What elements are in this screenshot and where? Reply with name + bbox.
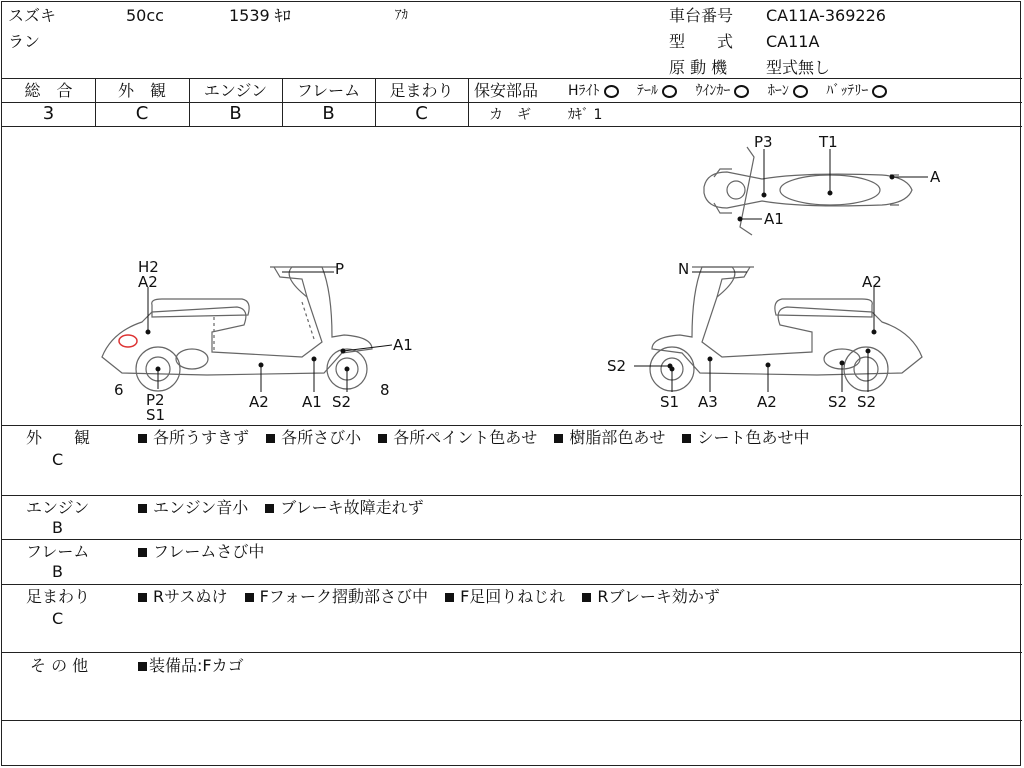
label-a2-right-lower: A2 <box>757 393 777 411</box>
label-a2-right: A2 <box>862 273 882 291</box>
label-s1-right: S1 <box>660 393 680 411</box>
label-h2: H2 <box>138 258 159 276</box>
detail-notes-suspension: Rサスぬけ Fフォーク摺動部さび中 F足回りねじれ Rブレーキ効かず <box>138 587 732 607</box>
overall-label: 総 合 <box>24 81 73 100</box>
suspension-grade: C <box>415 103 428 124</box>
detail-label-exterior: 外 観 <box>26 428 91 447</box>
label-p2: P2 <box>146 391 165 409</box>
label-s1: S1 <box>146 406 166 424</box>
label-s2-right: S2 <box>607 357 627 375</box>
detail-notes-engine: エンジン音小 ブレーキ故障走れず <box>138 498 436 518</box>
detail-notes-other: 装備品:Fカゴ <box>138 656 256 676</box>
label-t1: T1 <box>819 133 838 151</box>
frame-grade-label: フレーム <box>296 81 361 100</box>
divider <box>2 495 1022 496</box>
exterior-label: 外 観 <box>117 81 166 100</box>
displacement: 50cc <box>126 6 164 25</box>
safety-items <box>568 81 901 101</box>
suspension-grade-label: 足まわり <box>389 81 454 100</box>
left-seat <box>152 299 249 317</box>
label-p: P <box>335 260 345 278</box>
divider <box>2 584 1022 585</box>
label-p3: P3 <box>754 133 773 151</box>
ok-circle-icon <box>793 85 808 98</box>
label-a1-top: A1 <box>764 210 784 228</box>
label-a-top: A <box>930 168 941 186</box>
label-8: 8 <box>380 381 390 399</box>
type-value: CA11A <box>766 32 820 51</box>
engine-grade: B <box>229 103 242 124</box>
model-name: ラン <box>8 32 41 51</box>
ok-circle-icon <box>604 85 619 98</box>
engine-grade-label: エンジン <box>203 81 268 100</box>
damage-mark <box>119 335 137 347</box>
label-a3: A3 <box>698 393 718 411</box>
divider <box>2 652 1022 653</box>
top-scooter-body <box>704 172 912 208</box>
detail-grade-engine: B <box>52 518 63 537</box>
exterior-grade: C <box>135 103 149 124</box>
engine-type: 型式無し <box>766 58 831 77</box>
divider <box>2 78 1022 79</box>
label-a1-lower: A1 <box>302 393 322 411</box>
ok-circle-icon <box>872 85 887 98</box>
divider <box>468 102 1022 103</box>
detail-label-suspension: 足まわり <box>26 587 91 606</box>
detail-label-other: そ の 他 <box>30 656 89 675</box>
safety-label: 保安部品 <box>474 81 539 100</box>
ok-circle-icon <box>662 85 677 98</box>
label-a1: A1 <box>393 336 413 354</box>
right-seat <box>775 299 872 317</box>
ok-circle-icon <box>734 85 749 98</box>
safety-item-battery: ﾊﾞｯﾃﾘｰ <box>826 83 869 99</box>
frame-no-label: 車台番号 <box>669 6 734 25</box>
label-n: N <box>678 260 690 278</box>
inspection-sheet <box>1 1 1021 766</box>
detail-grade-exterior: C <box>52 450 64 469</box>
label-s2: S2 <box>332 393 352 411</box>
maker: スズキ <box>8 6 57 25</box>
detail-label-engine: エンジン <box>26 498 90 517</box>
key-value: ｶｷﾞ 1 <box>568 107 603 123</box>
engine-label: 原 動 機 <box>669 58 728 77</box>
label-6: 6 <box>114 381 124 399</box>
label-a2-lower: A2 <box>249 393 269 411</box>
frame-grade: B <box>322 103 335 124</box>
key-label: カ ギ <box>489 107 531 123</box>
label-a2: A2 <box>138 273 158 291</box>
safety-item-tail: ﾃｰﾙ <box>636 83 658 99</box>
frame-no: CA11A-369226 <box>766 6 886 25</box>
safety-item-headlight: Hﾗｲﾄ <box>568 83 600 99</box>
detail-notes-frame: フレームさび中 <box>138 542 276 562</box>
divider <box>2 539 1022 540</box>
overall-grade: 3 <box>42 103 55 124</box>
detail-grade-frame: B <box>52 562 63 581</box>
label-s2-right-b: S2 <box>857 393 877 411</box>
detail-notes-exterior: 各所うすきず 各所さび小 各所ペイント色あせ 樹脂部色あせ シート色あせ中 <box>138 428 821 448</box>
left-muffler <box>176 349 208 369</box>
mileage: 1539 ｷﾛ <box>229 6 291 25</box>
right-rear-wheel <box>844 347 888 391</box>
detail-label-frame: フレーム <box>26 542 90 561</box>
divider <box>2 425 1022 426</box>
safety-item-horn: ﾎｰﾝ <box>767 83 789 99</box>
color: ｱｶ <box>395 8 408 23</box>
divider <box>2 720 1022 721</box>
safety-item-winker: ｳｲﾝｶｰ <box>695 83 731 99</box>
detail-grade-suspension: C <box>52 609 64 628</box>
scooter-diagram <box>2 127 1022 425</box>
label-s2-right-a: S2 <box>828 393 848 411</box>
type-label: 型 式 <box>669 32 734 51</box>
